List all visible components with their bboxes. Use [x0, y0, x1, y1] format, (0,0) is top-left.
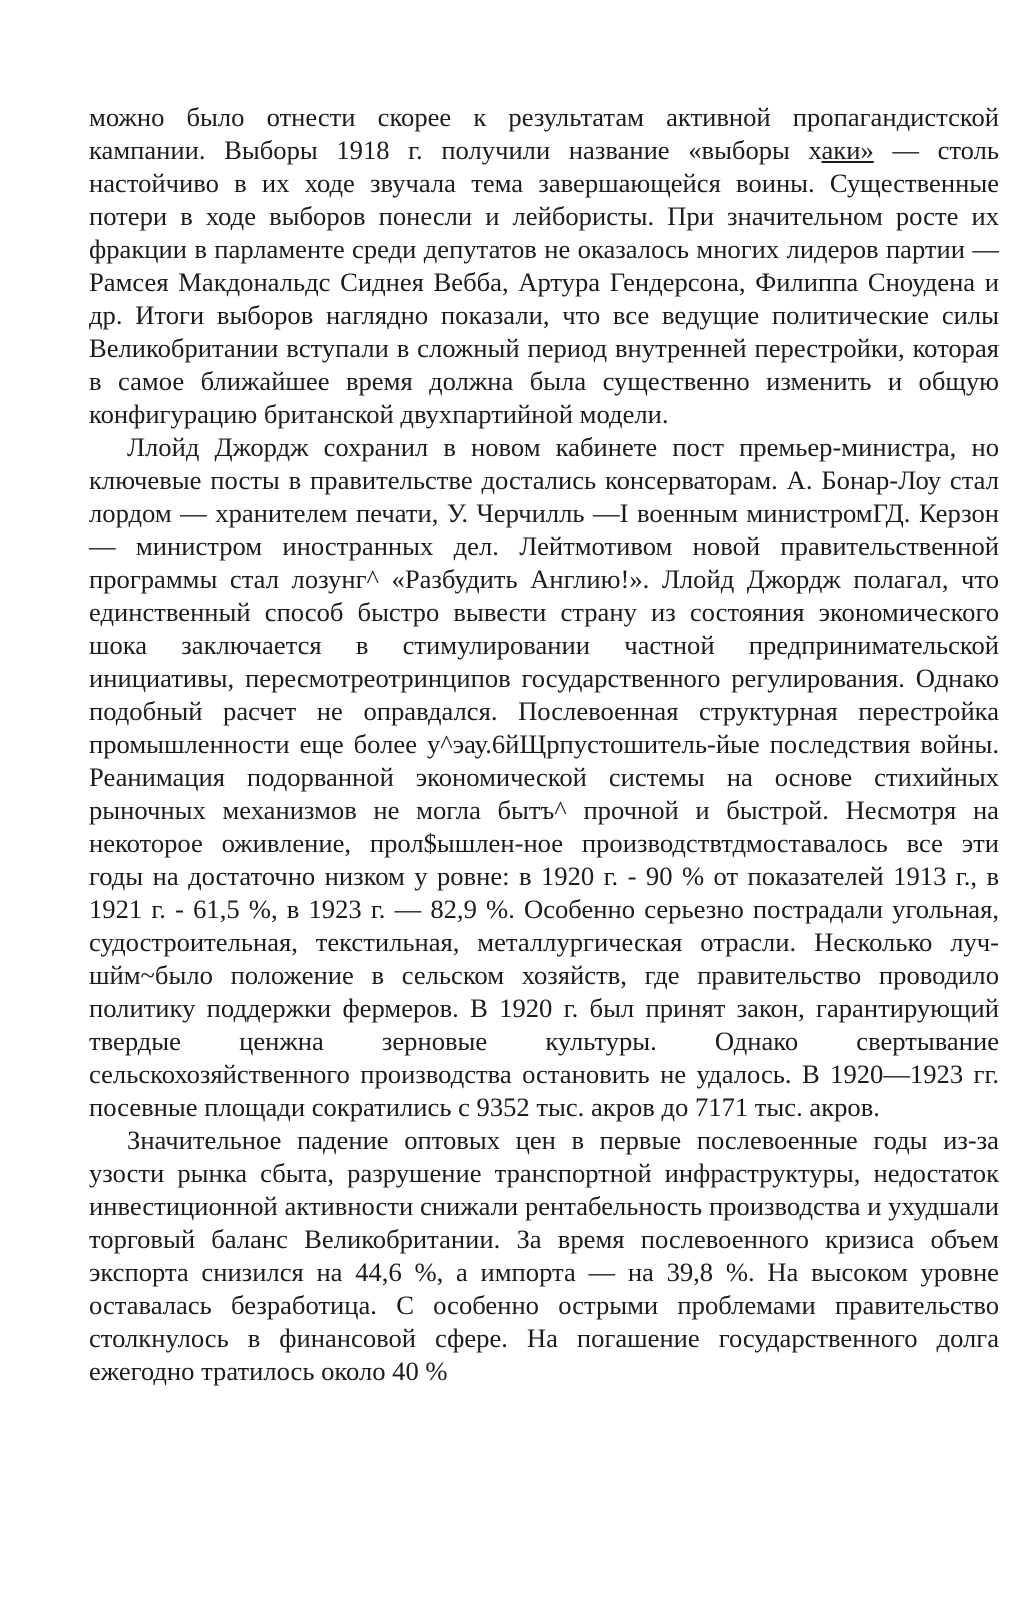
- paragraph-1-text-b: — столь настойчиво в их ходе звучала тема завершающейся воины. Существенные потери в ходе выборов понесли и лейбористы. При значительном росте их фракции в парламенте среди депутатов не оказалось многих лидеров партии — Рамсея Макдональдс Сиднея Вебба, Артура Гендерсона, Филиппа Сноудена и др. Итоги выборов наглядно показали, что все ведущие политические силы Великобритании вступали в сложный период внутренней перестройки, которая в самое ближайшее время должна была существенно изменить и общую конфигурацию британской двухпартийной модели.: [89, 135, 1000, 429]
- paragraph-1-text-a: можно было отнести скорее к результатам активной пропагандистской кампании. Выборы 1918 г. получили название «выборы х: [89, 102, 999, 165]
- paragraph-1: [89, 101, 999, 431]
- paragraph-2: Ллойд Джордж сохранил в новом кабинете пост премьер-министра, но ключевые посты в правительстве достались консерваторам. А. Бонар-Лоу стал лордом — хранителем печати, У. Черчилль —I военным министромГД. Керзон — министром иностранных дел. Лейтмотивом новой правительственной программы стал лозунг^ «Разбудить Англию!». Ллойд Джордж полагал, что единственный способ быстро вывести страну из состояния экономического шока заключается в стимулировании частной предпринимательской инициативы, пересмотреотринципов государственного регулирования. Однако подобный расчет не оправдался. Послевоенная структурная перестройка промышленности еще более у^эау.6йЩрпустошитель-йые последствия войны. Реанимация подорванной экономической системы на основе стихийных рыночных механизмов не могла бытъ^ прочной и быстрой. Несмотря на некоторое оживление, прол$ышлен-ное производствтдмоставалось все эти годы на достаточно низком у ровне: в 1920 г. - 90 % от показателей 1913 г., в 1921 г. - 61,5 %, в 1923 г. — 82,9 %. Особенно серьезно пострадали угольная, судостроительная, текстильная, металлургическая отрасли. Несколько луч-шйм~было положение в сельском хозяйств, где правительство проводило политику поддержки фермеров. В 1920 г. был принят закон, гарантирующий твердые ценжна зерновые культуры. Однако свертывание сельскохозяйственного производства остановить не удалось. В 1920—1923 гг. посевные площади сократились с 9352 тыс. акров до 7171 тыс. акров.: [89, 432, 999, 1122]
- document-page: [89, 101, 999, 1388]
- underlined-word: аки»: [821, 135, 874, 165]
- paragraph-3: Значительное падение оптовых цен в первые послевоенные годы из-за узости рынка сбыта, разрушение транспортной инфраструктуры, недостаток инвестиционной активности снижали рентабельность производства и ухудшали торговый баланс Великобритании. За время послевоенного кризиса объем экспорта снизился на 44,6 %, а импорта — на 39,8 %. На высоком уровне оставалась безработица. С особенно острыми проблемами правительство столкнулось в финансовой сфере. На погашение государственного долга ежегодно тратилось около 40 %: [89, 1125, 999, 1386]
